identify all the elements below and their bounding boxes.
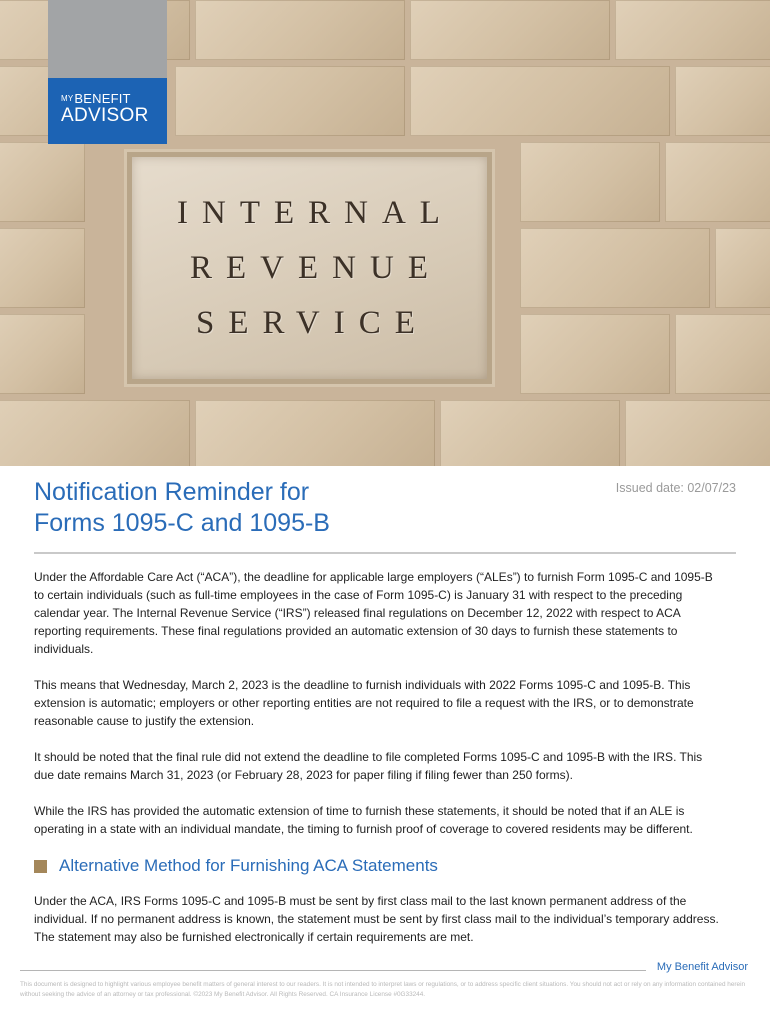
stone-block <box>625 400 770 466</box>
plaque-text-line: REVENUE <box>190 250 442 286</box>
stone-block <box>410 66 670 136</box>
paragraph: This means that Wednesday, March 2, 2023 is the deadline to furnish individuals with 2022 Forms 1095-C and 1095-B. This extension is automatic; employers or other reporting entities are not required to file a request with the IRS, or to demonstrate reasonable cause to justify the extension. <box>34 678 694 728</box>
section-bullet-icon <box>34 860 47 873</box>
stone-block <box>0 400 190 466</box>
stone-block <box>410 0 610 60</box>
stone-block <box>0 314 85 394</box>
stone-block <box>665 142 770 222</box>
paragraph: While the IRS has provided the automatic extension of time to furnish these statements, it should be noted that if an ALE is operating in a state with an individual mandate, the timing to furnish proof of coverage to covered residents may be different. <box>34 804 693 836</box>
title-line1: Notification Reminder for <box>34 478 310 506</box>
stone-block <box>615 0 770 60</box>
article-body <box>34 568 724 964</box>
irs-plaque <box>127 152 492 384</box>
section-title: Alternative Method for Furnishing ACA Statements <box>59 856 438 875</box>
header-divider <box>34 552 736 554</box>
plaque-text-line: SERVICE <box>196 305 429 341</box>
title-line2: Forms 1095-C and 1095-B <box>34 509 330 537</box>
plaque-text-line: INTERNAL <box>177 195 454 231</box>
stone-block <box>520 142 660 222</box>
stone-block <box>520 314 670 394</box>
stone-block <box>0 228 85 308</box>
paragraph: Under the Affordable Care Act (“ACA”), the deadline for applicable large employers (“ALEs”) to furnish Form 1095-C and 1095-B to certain individuals (such as full-time employees in the case of Form 1095-C) is January 31 with respect to the preceding calendar year. The Internal Revenue Service (“IRS”) released final regulations on December 12, 2022 with respect to ACA reporting requirements. These final regulations provided an automatic extension of 30 days to furnish these statements to individuals. <box>34 570 713 656</box>
page-title <box>34 477 454 539</box>
stone-block <box>440 400 620 466</box>
section-paragraph: Under the ACA, IRS Forms 1095-C and 1095-B must be sent by first class mail to the last known permanent address of the individual. If no permanent address is known, the statement must be sent by first class mail to the individual’s temporary address. The statement may also be furnished electronically if certain requirements are met. <box>34 894 719 944</box>
stone-block <box>715 228 770 308</box>
stone-block <box>0 142 85 222</box>
footer-disclaimer: This document is designed to highlight various employee benefit matters of general interest to our readers. It is not intended to interpret laws or regulations, or to address specific client situations. You should not act or rely on any information contained herein without seeking the advice of an attorney or tax professional. ©2023 My Benefit Advisor. All Rights Reserved. CA Insurance License #0G33244. <box>20 981 746 998</box>
stone-block <box>675 66 770 136</box>
paragraph: It should be noted that the final rule did not extend the deadline to file completed Forms 1095-C and 1095-B with the IRS. This due date remains March 31, 2023 (or February 28, 2023 for paper filing if filing fewer than 250 forms). <box>34 750 703 782</box>
stone-block <box>195 400 435 466</box>
issued-date: Issued date: 02/07/23 <box>615 481 736 495</box>
logo-top-block <box>48 0 167 78</box>
logo-text <box>61 92 167 106</box>
logo-line2: ADVISOR <box>61 105 149 126</box>
footer-divider <box>20 970 646 971</box>
company-logo <box>48 78 167 144</box>
logo-prefix: MY <box>61 94 74 103</box>
footer-brand: My Benefit Advisor <box>656 961 748 973</box>
stone-block <box>675 314 770 394</box>
stone-block <box>195 0 405 60</box>
logo-line1: BENEFIT <box>74 91 131 106</box>
stone-block <box>175 66 405 136</box>
hero-image-irs-building <box>0 0 770 466</box>
stone-block <box>520 228 710 308</box>
section-heading <box>34 856 724 876</box>
